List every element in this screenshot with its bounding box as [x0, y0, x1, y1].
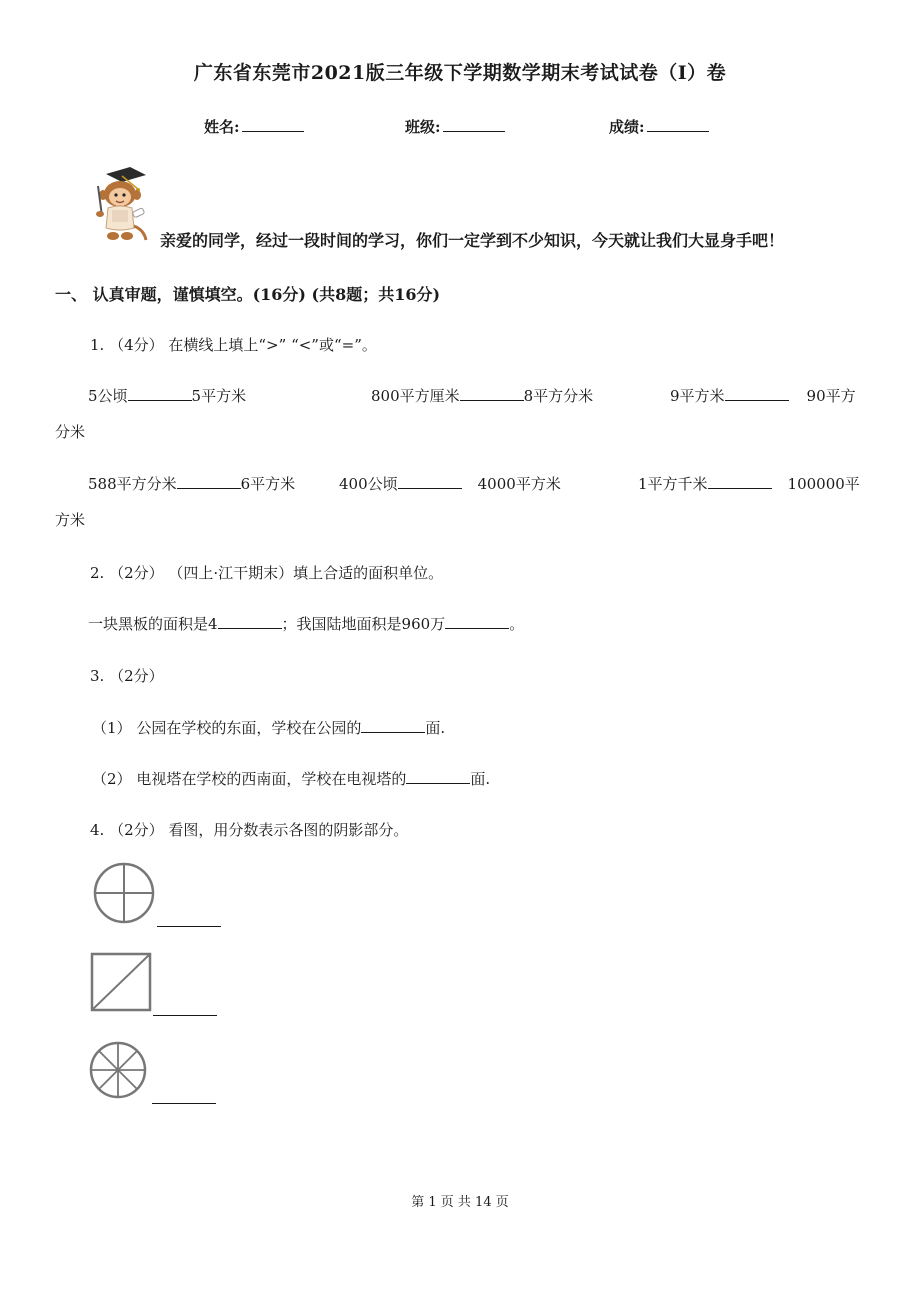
q1-item-f-blank[interactable]: [708, 475, 772, 489]
q3-sub-1-end: 面.: [425, 719, 446, 737]
q1-item-f-right: 100000平: [787, 475, 860, 493]
section-heading: 一、 认真审题，谨慎填空。(16分) (共8题；共16分): [55, 285, 441, 304]
q1-item-a-left: 5公顷: [88, 387, 128, 405]
q1-item-b-blank[interactable]: [460, 387, 524, 401]
q3-sub-2-number: （2）: [92, 770, 132, 788]
q4-answer-blank-2[interactable]: [153, 1015, 217, 1016]
q1-item-e-blank[interactable]: [398, 475, 462, 489]
q3-sub-1-text: 公园在学校的东面，学校在公园的: [136, 719, 362, 737]
q4-figure-circle-eighths: [88, 1041, 150, 1099]
greeting-text: 亲爱的同学，经过一段时间的学习，你们一定学到不少知识，今天就让我们大显身手吧！: [160, 231, 785, 250]
page-title: 广东省东莞市2021版三年级下学期数学期末考试试卷（I）卷: [193, 62, 727, 84]
q2-blank-1[interactable]: [218, 615, 282, 629]
page-footer: 第 1 页 共 14 页: [411, 1195, 509, 1210]
class-field[interactable]: [405, 116, 505, 137]
q2-stem: 2. （2分） （四上·江干期末）填上合适的面积单位。: [90, 564, 444, 582]
q1-item-b-right: 8平方分米: [523, 387, 594, 405]
q3-sub-1-blank[interactable]: [361, 719, 425, 733]
score-field[interactable]: [609, 116, 709, 137]
q1-item-d-right: 6平方米: [240, 475, 296, 493]
q2-blank-2[interactable]: [445, 615, 509, 629]
q2-part-a: 一块黑板的面积是4: [88, 615, 218, 633]
q1-item-c: [670, 385, 856, 406]
q3-sub-2-text: 电视塔在学校的西南面，学校在电视塔的: [136, 770, 407, 788]
q4-stem: 4. （2分） 看图，用分数表示各图的阴影部分。: [90, 821, 409, 839]
q1-item-c-right: 90平方: [806, 387, 856, 405]
class-blank[interactable]: [443, 117, 505, 132]
q3-sub-2: [92, 768, 490, 789]
q2-body: [88, 613, 524, 634]
q1-item-a-right: 5平方米: [191, 387, 247, 405]
q2-part-c: 。: [509, 615, 525, 633]
q3-stem: 3. （2分）: [90, 667, 164, 685]
q1-item-a: [88, 385, 246, 406]
q1-item-e: [339, 473, 561, 494]
name-label: 姓名:: [204, 118, 240, 136]
q4-answer-blank-3[interactable]: [152, 1103, 216, 1104]
q1-item-b-left: 800平方厘米: [371, 387, 460, 405]
q1-item-a-blank[interactable]: [128, 387, 192, 401]
q1-item-d-left: 588平方分米: [88, 475, 177, 493]
q1-item-c-wrap: 分米: [55, 423, 86, 441]
q1-item-c-blank[interactable]: [725, 387, 789, 401]
name-field[interactable]: [204, 116, 304, 137]
q1-item-f-wrap: 方米: [55, 511, 86, 529]
q1-item-b: [371, 385, 593, 406]
q1-item-e-right: 4000平方米: [477, 475, 561, 493]
class-label: 班级:: [405, 118, 441, 136]
q4-answer-blank-1[interactable]: [157, 926, 221, 927]
q1-item-f-left: 1平方千米: [638, 475, 708, 493]
q1-item-d: [88, 473, 295, 494]
score-blank[interactable]: [647, 117, 709, 132]
q3-sub-1-number: （1）: [92, 719, 132, 737]
q4-figure-square-diagonal: [90, 952, 154, 1012]
score-label: 成绩:: [609, 118, 645, 136]
q4-figure-circle-quarters: [92, 862, 156, 924]
q3-sub-2-end: 面.: [470, 770, 491, 788]
q1-item-d-blank[interactable]: [177, 475, 241, 489]
q3-sub-2-blank[interactable]: [406, 770, 470, 784]
q3-sub-1: [92, 717, 445, 738]
q1-item-f: [638, 473, 860, 494]
q1-item-e-left: 400公顷: [339, 475, 398, 493]
name-blank[interactable]: [242, 117, 304, 132]
q2-part-b: ；我国陆地面积是960万: [281, 615, 446, 633]
q1-item-c-left: 9平方米: [670, 387, 725, 405]
mascot-scholar-icon: [88, 164, 154, 246]
q1-stem: 1. （4分） 在横线上填上“>” “<”或“=”。: [90, 336, 377, 354]
